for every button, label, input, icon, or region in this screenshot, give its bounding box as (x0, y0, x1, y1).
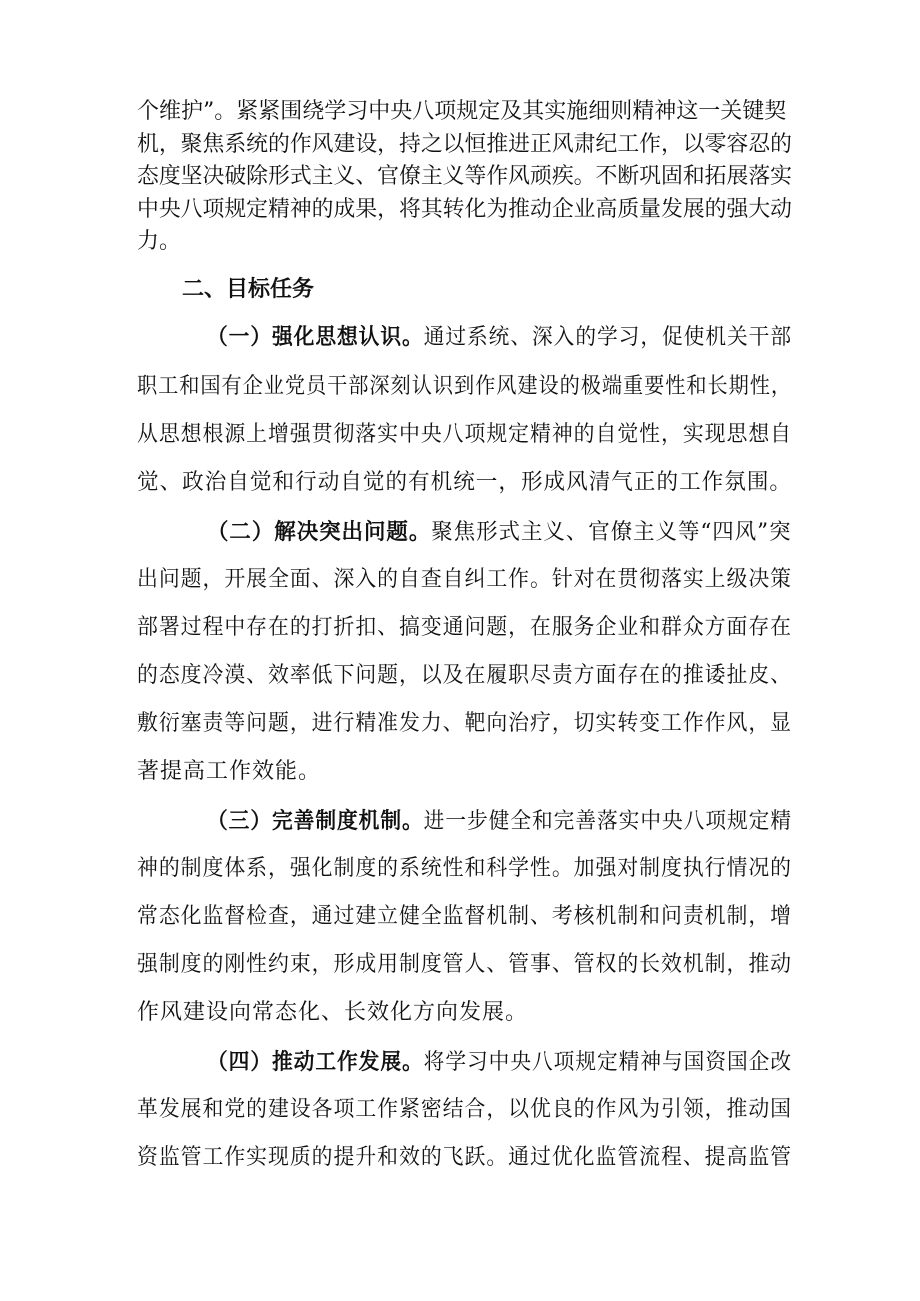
item-1-line-2: 职工和国有企业党员干部深刻认识到作风建设的极端重要性和长期性， (137, 374, 793, 399)
item-1-heading: （一）强化思想认识。 (207, 324, 424, 350)
item-1-first-line-rest: 通过系统、深入的学习，促使机关干部 (423, 325, 793, 350)
item-4-heading: （四）推动工作发展。 (207, 1049, 424, 1075)
item-3-line-2: 神的制度体系，强化制度的系统性和科学性。加强对制度执行情况的 (137, 856, 793, 881)
intro-line-5: 力。 (137, 229, 182, 254)
item-2-first-line-rest: 聚焦形式主义、官僚主义等“四风”突 (431, 520, 792, 545)
item-1-line-4: 觉、政治自觉和行动自觉的有机统一，形成风清气正的工作氛围。 (137, 470, 793, 495)
item-3-first-line-rest: 进一步健全和完善落实中央八项规定精 (423, 809, 793, 834)
item-4-first-line (207, 1051, 792, 1074)
item-2-line-2: 出问题，开展全面、深入的自查自纠工作。针对在贯彻落实上级决策 (137, 567, 793, 592)
item-4-line-3: 资监管工作实现质的提升和效的飞跃。通过优化监管流程、提高监管 (137, 1145, 793, 1170)
item-4-first-line-rest: 将学习中央八项规定精神与国资国企改 (423, 1050, 793, 1075)
item-2-line-6: 著提高工作效能。 (137, 759, 322, 784)
item-2-line-3: 部署过程中存在的打折扣、搞变通问题，在服务企业和群众方面存在 (137, 615, 793, 640)
item-1-line-3: 从思想根源上增强贯彻落实中央八项规定精神的自觉性，实现思想自 (137, 422, 793, 447)
item-2-line-4: 的态度冷漠、效率低下问题，以及在履职尽责方面存在的推诿扯皮、 (137, 663, 793, 688)
intro-line-4: 中央八项规定精神的成果，将其转化为推动企业高质量发展的强大动 (137, 197, 792, 222)
intro-line-3: 态度坚决破除形式主义、官僚主义等作风顽疾。不断巩固和拓展落实 (137, 164, 792, 189)
intro-line-2: 机，聚焦系统的作风建设，持之以恒推进正风肃纪工作，以零容忍的 (137, 132, 792, 157)
item-3-first-line (207, 810, 792, 833)
item-3-line-5: 作风建设向常态化、长效化方向发展。 (137, 1000, 529, 1025)
item-3-heading: （三）完善制度机制。 (207, 808, 424, 834)
item-3-line-3: 常态化监督检查，通过建立健全监督机制、考核机制和问责机制，增 (137, 904, 793, 929)
intro-line-1: 个维护”。紧紧围绕学习中央八项规定及其实施细则精神这一关键契 (137, 99, 787, 124)
section-heading: 二、目标任务 (182, 276, 315, 302)
item-3-line-4: 强制度的刚性约束，形成用制度管人、管事、管权的长效机制，推动 (137, 952, 793, 977)
item-2-heading: （二）解决突出问题。 (207, 519, 432, 545)
item-1-first-line (207, 326, 792, 349)
item-2-line-5: 敷衍塞责等问题，进行精准发力、靶向治疗，切实转变工作作风，显 (137, 711, 793, 736)
item-4-line-2: 革发展和党的建设各项工作紧密结合，以优良的作风为引领，推动国 (137, 1097, 793, 1122)
item-2-first-line (207, 521, 792, 544)
